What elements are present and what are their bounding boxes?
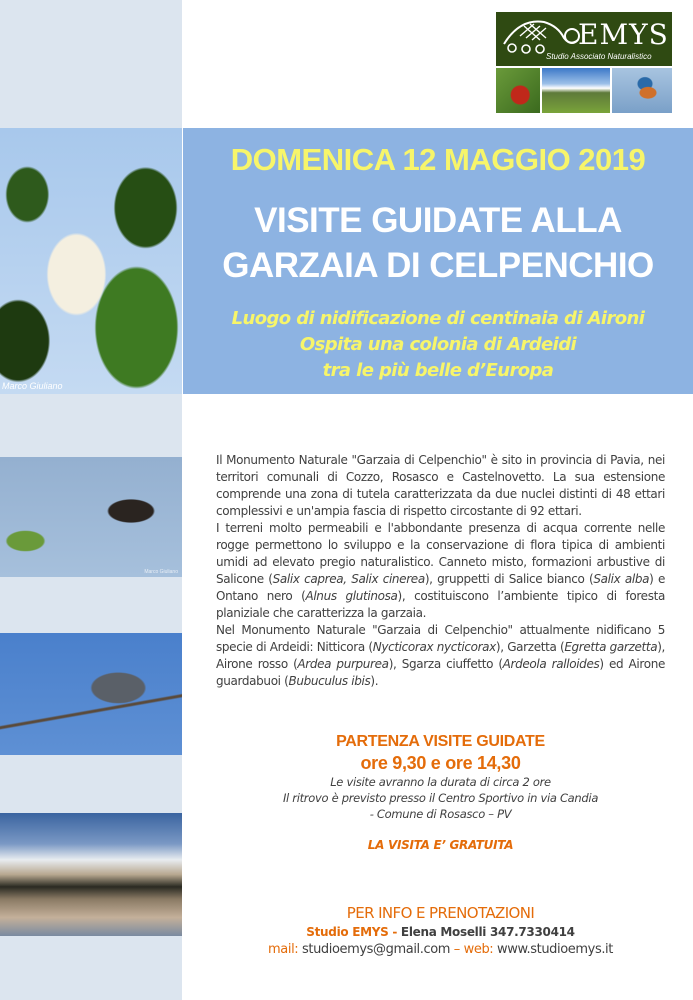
free-visit-notice: LA VISITA E’ GRATUITA [367, 838, 514, 852]
description-paragraph-2: I terreni molto permeabili e l'abbondante presenza di acqua corrente nelle rogge permettono lo sviluppo e la conservazione di flora tipica di ambienti umidi ad elevato pregio naturalistico. Canneto misto, formazioni arbustive di Salicone (Salix caprea, Salix cinerea), gruppetti di Salice bianco (Salix alba) e Ontano nero (Alnus glutinosa), costituiscono l’ambiente tipico di foresta planiziale che caratterizza la garzaia. [216, 521, 665, 620]
logo-wordmark: EMYS [578, 18, 669, 51]
logo-tagline: Studio Associato Naturalistico [546, 52, 652, 61]
description-paragraph-1: Il Monumento Naturale "Garzaia di Celpenchio" è sito in provincia di Pavia, nei territori comunali di Cozzo, Rosasco e Castelnovetto. La sua estensione comprende una zona di tutela caratterizzata da due nuclei distinti di 48 ettari complessivi e un'ampia fascia di rispetto circostante di 92 ettari. [216, 453, 665, 518]
email-link[interactable]: studioemys@gmail.com [298, 942, 454, 957]
ladybug-photo [496, 68, 540, 113]
event-title [183, 198, 693, 288]
emys-logo [496, 12, 672, 113]
studio-name: Studio EMYS - [306, 925, 401, 939]
meadow-photo [542, 68, 610, 113]
description [216, 452, 665, 690]
kingfisher-photo [612, 68, 672, 113]
logo-photos [496, 68, 672, 113]
event-subtitle-line2: Ospita una colonia di Ardeidi [299, 334, 577, 355]
departure-title: PARTENZA VISITE GUIDATE [336, 733, 545, 750]
departure-times: ore 9,30 e ore 14,30 [360, 753, 521, 773]
web-label: – web: [453, 942, 494, 957]
description-paragraph-3: Nel Monumento Naturale "Garzaia di Celpenchio" attualmente nidificano 5 specie di Ardeidi: Nitticora (Nycticorax nycticorax), Garzetta (Egretta garzetta), Airone rosso (Ardea purpurea), Sgarza ciuffetto (Ardeola ralloides) ed Airone guardabuoi (Bubuculus ibis). [216, 623, 665, 688]
meeting-location: - Comune di Rosasco – PV [369, 807, 512, 821]
night-heron-photo [0, 633, 182, 755]
lake-landscape-photo [0, 813, 182, 936]
event-subtitle-line3: tra le più belle d’Europa [322, 360, 554, 381]
visit-duration: Le visite avranno la durata di circa 2 ore [330, 775, 551, 789]
event-subtitle-line1: Luogo di nidificazione di centinaia di Aironi [231, 308, 645, 329]
mail-label: mail: [268, 942, 299, 957]
event-title-line1: VISITE GUIDATE ALLA [254, 201, 622, 240]
contact-phone: Elena Moselli 347.7330414 [400, 925, 575, 939]
website-link[interactable]: www.studioemys.it [493, 942, 613, 957]
contacts [216, 903, 665, 959]
event-title-line2: GARZAIA DI CELPENCHIO [222, 246, 654, 285]
title-banner [183, 128, 693, 394]
contact-links [216, 941, 665, 959]
meeting-point: Il ritrovo è previsto presso il Centro Sportivo in via Candia [282, 791, 599, 805]
purple-heron-photo [0, 457, 182, 577]
event-date: DOMENICA 12 MAGGIO 2019 [230, 142, 646, 177]
cattle-egret-photo [0, 128, 182, 394]
contacts-title: PER INFO E PRENOTAZIONI [346, 904, 535, 922]
departure-info [216, 732, 665, 852]
turtle-shell-icon [500, 16, 580, 56]
event-subtitle [183, 306, 693, 384]
contact-person [216, 923, 665, 941]
photo-credit: Marco Giuliano [144, 569, 178, 575]
logo-banner [496, 12, 672, 66]
photo-credit: Marco Giuliano [2, 381, 63, 391]
